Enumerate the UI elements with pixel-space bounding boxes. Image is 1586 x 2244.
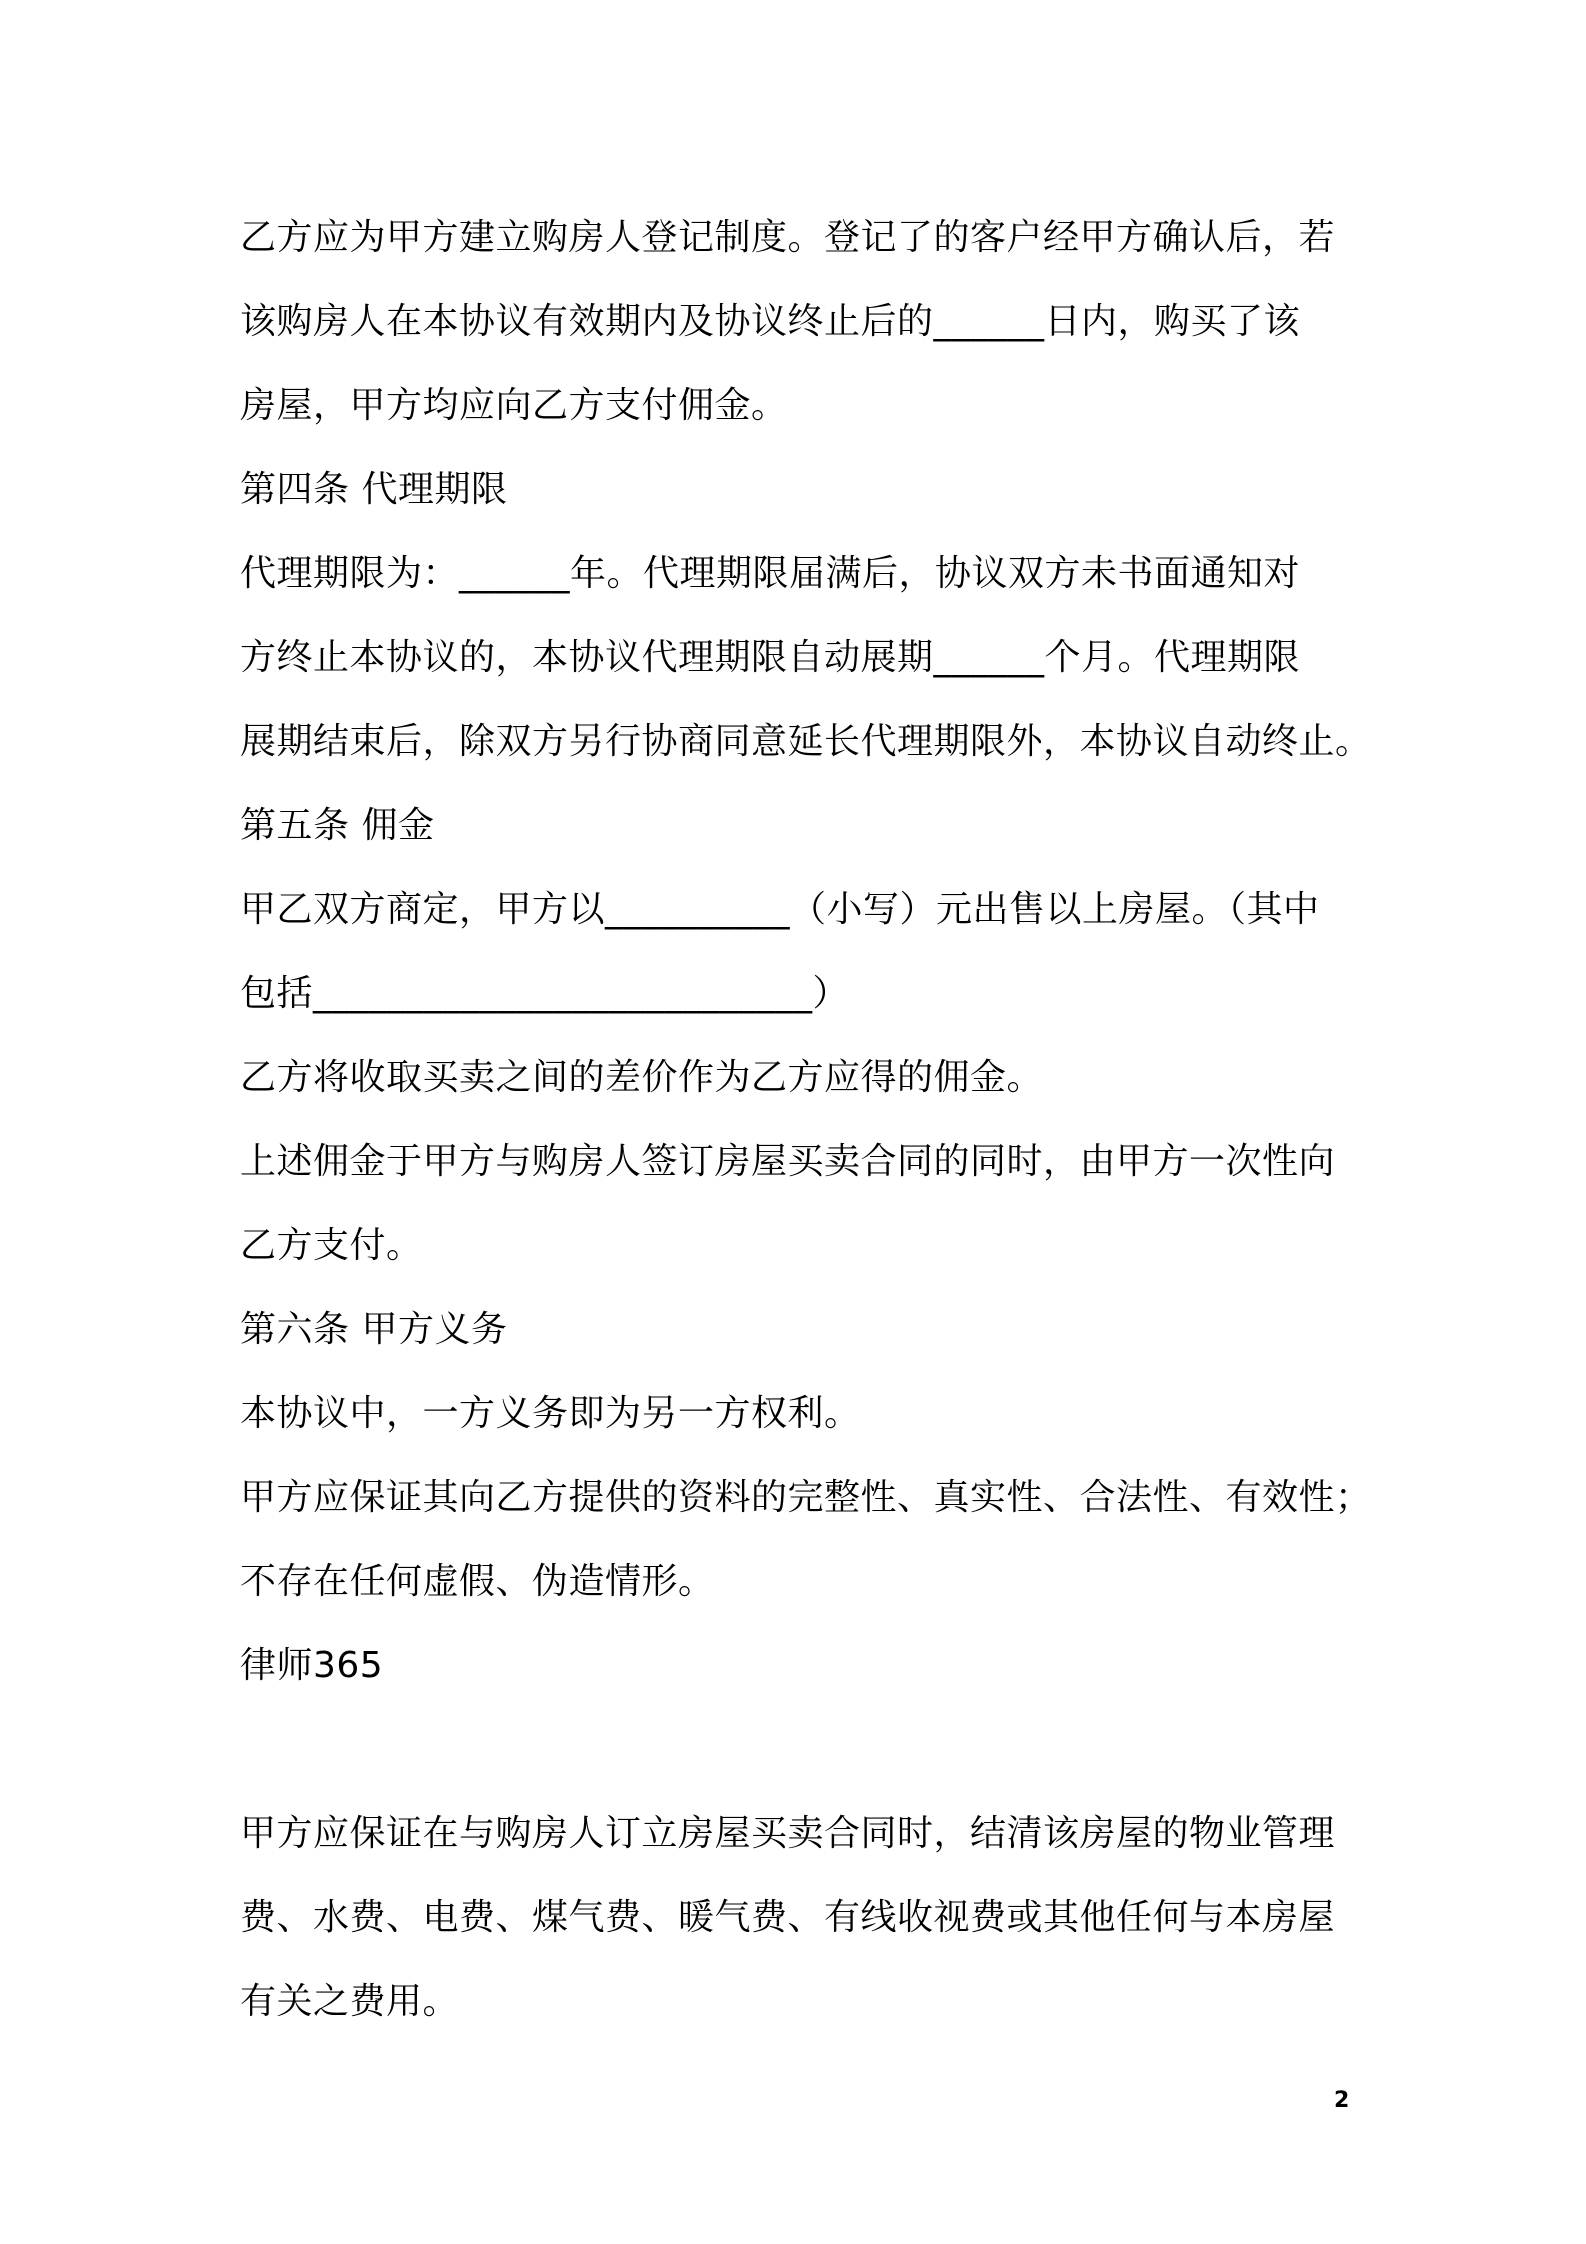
paragraph-line: 代理期限为：______年。代理期限届满后，协议双方未书面通知对: [240, 553, 1301, 594]
document-body: [240, 196, 1372, 2044]
paragraph-line: 不存在任何虚假、伪造情形。: [240, 1561, 715, 1602]
paragraph-line: 包括___________________________）: [240, 973, 849, 1014]
section-heading: 第四条 代理期限: [240, 469, 508, 510]
paragraph-line: 费、水费、电费、煤气费、暖气费、有线收视费或其他任何与本房屋: [240, 1897, 1336, 1938]
section-heading: 第六条 甲方义务: [240, 1309, 508, 1350]
paragraph-line: 乙方应为甲方建立购房人登记制度。登记了的客户经甲方确认后，若: [240, 217, 1336, 258]
paragraph-line: 乙方将收取买卖之间的差价作为乙方应得的佣金。: [240, 1057, 1044, 1098]
paragraph-line: 有关之费用。: [240, 1981, 460, 2022]
paragraph-line: 方终止本协议的，本协议代理期限自动展期______个月。代理期限: [240, 637, 1301, 678]
paragraph-line: 该购房人在本协议有效期内及协议终止后的______日内，购买了该: [240, 301, 1301, 342]
blank-gap: [240, 1708, 1360, 1792]
paragraph-line: 上述佣金于甲方与购房人签订房屋买卖合同的同时，由甲方一次性向: [240, 1141, 1336, 1182]
paragraph-line: 乙方支付。: [240, 1225, 423, 1266]
watermark-text: 律师365: [240, 1645, 384, 1686]
paragraph-line: 展期结束后，除双方另行协商同意延长代理期限外，本协议自动终止。: [240, 721, 1372, 762]
paragraph-line: 本协议中，一方义务即为另一方权利。: [240, 1393, 861, 1434]
page-number: 2: [1334, 2088, 1350, 2113]
paragraph-line: 甲方应保证在与购房人订立房屋买卖合同时，结清该房屋的物业管理: [240, 1813, 1336, 1854]
paragraph-line: 房屋，甲方均应向乙方支付佣金。: [240, 385, 788, 426]
section-heading: 第五条 佣金: [240, 805, 435, 846]
paragraph-line: 甲方应保证其向乙方提供的资料的完整性、真实性、合法性、有效性；: [240, 1477, 1372, 1518]
paragraph-line: 甲乙双方商定，甲方以__________（小写）元出售以上房屋。（其中: [240, 889, 1320, 930]
